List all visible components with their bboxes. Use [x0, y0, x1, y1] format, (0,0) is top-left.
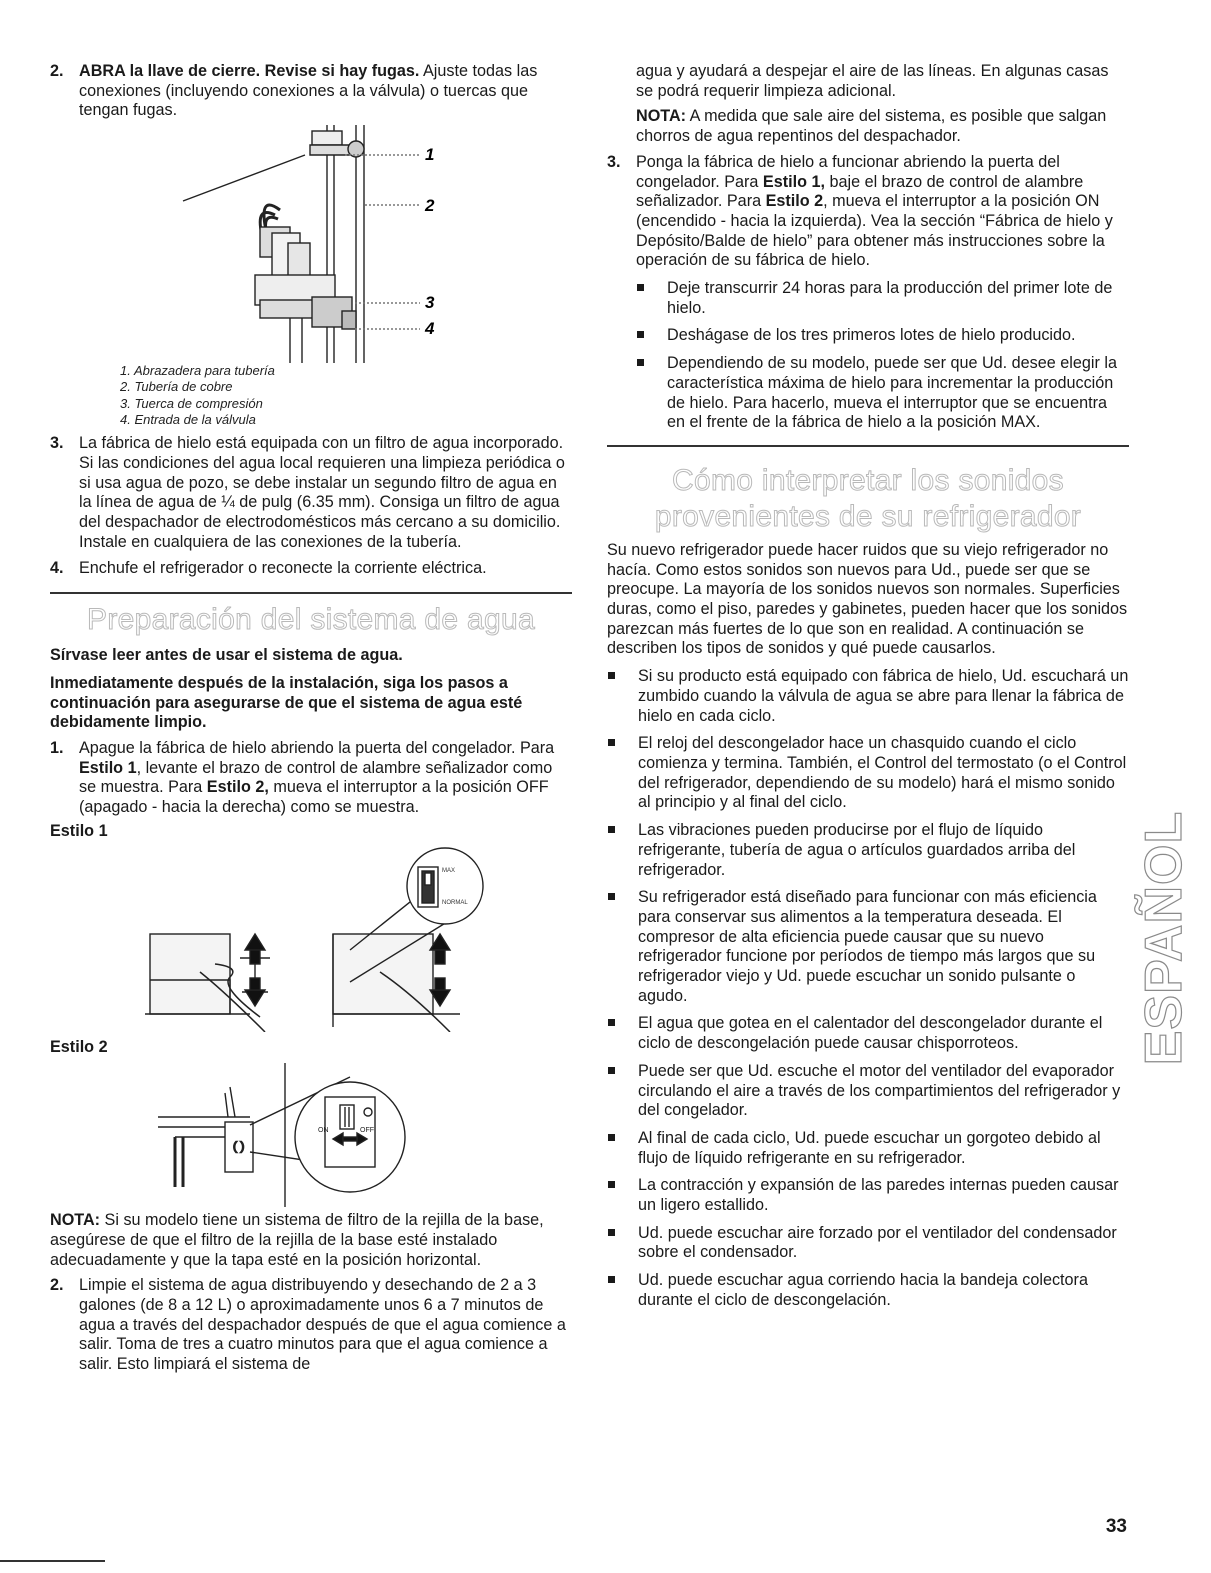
step-bold: Estilo 1 — [79, 758, 137, 777]
list-item — [636, 279, 1129, 318]
list-item-text: El agua que gotea en el calentador del descongelador durante el ciclo de descongelación puede causar chisporroteos. — [638, 1014, 1103, 1053]
bullet-square-icon — [637, 359, 644, 366]
bullet-square-icon — [608, 1276, 615, 1283]
step-text: Limpie el sistema de agua distribuyendo y desechando de 2 a 3 galones (de 8 a 12 L) o aproximadamente unos 6 a 7 minutos de agua a través del despachador después de que el agua comience a salir. Toma de tres a cuatro minutos para que el agua comience a salir. Esto limpiará el sistema de — [79, 1276, 566, 1374]
bullet-square-icon — [608, 1067, 615, 1074]
bullet-square-icon — [608, 739, 615, 746]
switch-max-label: MAX — [442, 867, 456, 874]
right-column — [607, 62, 1129, 1311]
list-item — [607, 1129, 1129, 1168]
section-divider — [607, 445, 1129, 447]
note-air — [607, 107, 1129, 146]
flush-continued: agua y ayudará a despejar el aire de las líneas. En algunas casas se podrá requerir limpieza adicional. — [636, 62, 1109, 100]
callout-3: 3 — [425, 293, 435, 313]
callout-2: 2 — [425, 196, 435, 216]
list-item — [607, 821, 1129, 880]
left-column — [50, 62, 572, 1375]
step-text: La fábrica de hielo está equipada con un filtro de agua incorporado. Si las condiciones del agua local requieren una limpieza periódica o si usa agua de pozo, se debe instalar un segundo filtro de agua en la línea de agua de ¼ de pulg (6.35 mm). Consiga un filtro de agua del despachador de electrodomésticos más cercano a su domicilio. Instale en cualquiera de las conexiones de la tubería. — [79, 434, 565, 551]
figure-caption-3: 3. Tuerca de compresión — [120, 395, 263, 411]
step-number: 3. — [607, 152, 621, 171]
step-number: 1. — [50, 739, 64, 758]
list-item-text: Dependiendo de su modelo, puede ser que Ud. desee elegir la característica máxima de hielo para incrementar la producción de hielo. Para hacerlo, mueva el interruptor que se encuentra en el frente de la fábrica de hielo a la posición MAX. — [667, 354, 1117, 432]
list-item-text: Las vibraciones pueden producirse por el flujo de líquido refrigerante, tubería de agua o artículos guardados arriba del refrigerador. — [638, 821, 1076, 879]
side-tab-label: ESPAÑOL — [1135, 810, 1194, 1066]
note-text: Si su modelo tiene un sistema de filtro de la rejilla de la base, asegúrese de que el filtro de la rejilla de la base esté instalado adecuadamente y que la tapa esté en la posición horizontal. — [50, 1211, 544, 1269]
step-3-start — [607, 153, 1129, 271]
step-4-plug — [50, 559, 572, 579]
step-text: Ajuste todas las conexiones (incluyendo conexiones a la válvula) o tuercas que tengan fugas. — [79, 62, 538, 120]
list-item-text: Ud. puede escuchar agua corriendo hacia la bandeja colectora durante el ciclo de descongelación. — [638, 1271, 1088, 1309]
step-bold: Estilo 2 — [765, 192, 824, 211]
intro-read-first: Sírvase leer antes de usar el sistema de agua. — [50, 646, 403, 665]
note-label: NOTA: — [50, 1211, 101, 1230]
switch-on-label: ON — [318, 1127, 329, 1135]
list-item — [607, 1176, 1129, 1215]
list-item-text: Deje transcurrir 24 horas para la producción del primer lote de hielo. — [667, 279, 1113, 317]
step-bold: ABRA la llave de cierre. Revise si hay fugas. — [79, 62, 420, 80]
list-item — [607, 1062, 1129, 1121]
bullet-square-icon — [608, 1229, 615, 1236]
bullet-square-icon — [637, 331, 644, 338]
list-item-text: Su refrigerador está diseñado para funcionar con más eficiencia para conservar sus alimentos a la temperatura deseada. El compresor de alta eficiencia puede causar que su nuevo refrigerador funcione por períodos de tiempo más largos que su refrigerador viejo y Ud. puede escuchar un sonido pulsante o agudo. — [638, 888, 1097, 1005]
list-item — [636, 354, 1129, 433]
list-item — [607, 1224, 1129, 1263]
sounds-intro: Su nuevo refrigerador puede hacer ruidos que su viejo refrigerador no hacía. Como estos sonidos son nuevos para Ud., puede ser que se preocupe. La mayoría de los sonidos nuevos son normales. Superficies duras, como el piso, paredes y gabinetes, pueden hacer que los sonidos parezcan más fuertes de lo que son en realidad. A continuación se describen los tipos de sonidos y qué puede causarlos. — [607, 540, 1128, 658]
callout-1: 1 — [425, 145, 435, 165]
page-number: 33 — [1105, 1516, 1127, 1537]
ice-bullets — [607, 279, 1129, 433]
switch-off-label: OFF — [360, 1127, 374, 1135]
list-item-text: Puede ser que Ud. escuche el motor del ventilador del evaporador circulando el aire a través de los compartimientos del refrigerador y del congelador. — [638, 1061, 1121, 1120]
list-item-text: Deshágase de los tres primeros lotes de hielo producido. — [667, 326, 1076, 345]
step-2-valve — [50, 62, 572, 121]
switch-normal-label: NORMAL — [442, 899, 468, 906]
list-item-text: El reloj del descongelador hace un chasquido cuando el ciclo comienza y termina. También, el Control del termostato (o el Control del refrigerador, dependiendo de su modelo) hará el mismo sonido al principio y al final del ciclo. — [638, 734, 1127, 812]
style-1-illustration — [50, 842, 572, 1032]
valve-illustration — [50, 115, 572, 363]
step-bold: Estilo 1, — [762, 172, 825, 191]
note-text: A medida que sale aire del sistema, es posible que salgan chorros de agua repentinos del despachador. — [636, 107, 1107, 146]
step-text: mueva el interruptor a la posición OFF (apagado - hacia la derecha) como se muestra. — [79, 778, 549, 817]
bullet-square-icon — [608, 1019, 615, 1026]
bullet-square-icon — [608, 1134, 615, 1141]
step-1-turn-off — [50, 739, 572, 818]
step-text: Ponga la fábrica de hielo a funcionar abriendo la puerta del congelador. Para — [636, 152, 1060, 191]
figure-caption-1: 1. Abrazadera para tubería — [120, 363, 275, 379]
svg-text:( ): ( ) — [233, 1139, 245, 1154]
step-3-filter — [50, 434, 572, 552]
step-text: , mueva el interruptor a la posición ON (encendido - hacia la izquierda). Vea la sección “Fábrica de hielo y Depósito/Balde de hielo” para obtener más instrucciones sobre la operación de su fábrica de hielo. — [636, 192, 1113, 270]
language-side-tab — [1135, 810, 1194, 1066]
list-item — [607, 667, 1129, 726]
list-item-text: Ud. puede escuchar aire forzado por el ventilador del condensador sobre el condensador. — [638, 1223, 1117, 1262]
list-item-text: Si su producto está equipado con fábrica de hielo, Ud. escuchará un zumbido cuando la válvula de agua se abre para llenar la fábrica de hielo en cada ciclo. — [638, 667, 1129, 725]
style-1-label: Estilo 1 — [50, 821, 108, 840]
sounds-bullets — [607, 667, 1129, 1310]
bullet-square-icon — [608, 1181, 615, 1188]
style-2-illustration — [50, 1057, 572, 1207]
step-number: 2. — [50, 1276, 64, 1295]
figure-caption-2: 2. Tubería de cobre — [120, 379, 233, 395]
section-title-water-system: Preparación del sistema de agua — [87, 603, 535, 637]
bullet-square-icon — [608, 672, 615, 679]
list-item — [607, 734, 1129, 813]
list-item-text: La contracción y expansión de las paredes internas pueden causar un ligero estallido. — [638, 1176, 1119, 1215]
bullet-square-icon — [608, 893, 615, 900]
list-item — [607, 1014, 1129, 1053]
step-number: 3. — [50, 434, 64, 453]
step-2-flush — [50, 1276, 572, 1375]
bullet-square-icon — [608, 826, 615, 833]
step-text: baje el brazo de control de alambre señalizador. Para — [636, 172, 1084, 211]
step-text: Apague la fábrica de hielo abriendo la puerta del congelador. Para — [79, 739, 555, 758]
footer-rule — [0, 1560, 105, 1562]
step-text: , levante el brazo de control de alambre señalizador como se muestra. Para — [79, 758, 553, 797]
step-number: 4. — [50, 558, 64, 577]
section-title-sounds-line1: Cómo interpretar los sonidos — [672, 463, 1064, 497]
list-item-text: Al final de cada ciclo, Ud. puede escuchar un gorgoteo debido al flujo de líquido refrigerante en su refrigerador. — [638, 1128, 1101, 1167]
list-item — [636, 326, 1129, 346]
callout-4: 4 — [425, 319, 435, 339]
section-divider — [50, 592, 572, 594]
bullet-square-icon — [637, 284, 644, 291]
step-text: Enchufe el refrigerador o reconecte la corriente eléctrica. — [79, 558, 487, 577]
note-base-grille — [50, 1211, 572, 1270]
note-label: NOTA: — [636, 107, 687, 126]
list-item — [607, 1271, 1129, 1310]
intro-after-install: Inmediatamente después de la instalación, siga los pasos a continuación para asegurarse de que el sistema de agua esté debidamente limpio. — [50, 673, 523, 732]
step-bold: Estilo 2, — [206, 778, 269, 797]
style-2-label: Estilo 2 — [50, 1037, 108, 1056]
list-item — [607, 888, 1129, 1006]
figure-caption-4: 4. Entrada de la válvula — [120, 412, 256, 427]
section-title-sounds-line2: provenientes de su refrigerador — [654, 499, 1082, 533]
step-number: 2. — [50, 62, 64, 80]
